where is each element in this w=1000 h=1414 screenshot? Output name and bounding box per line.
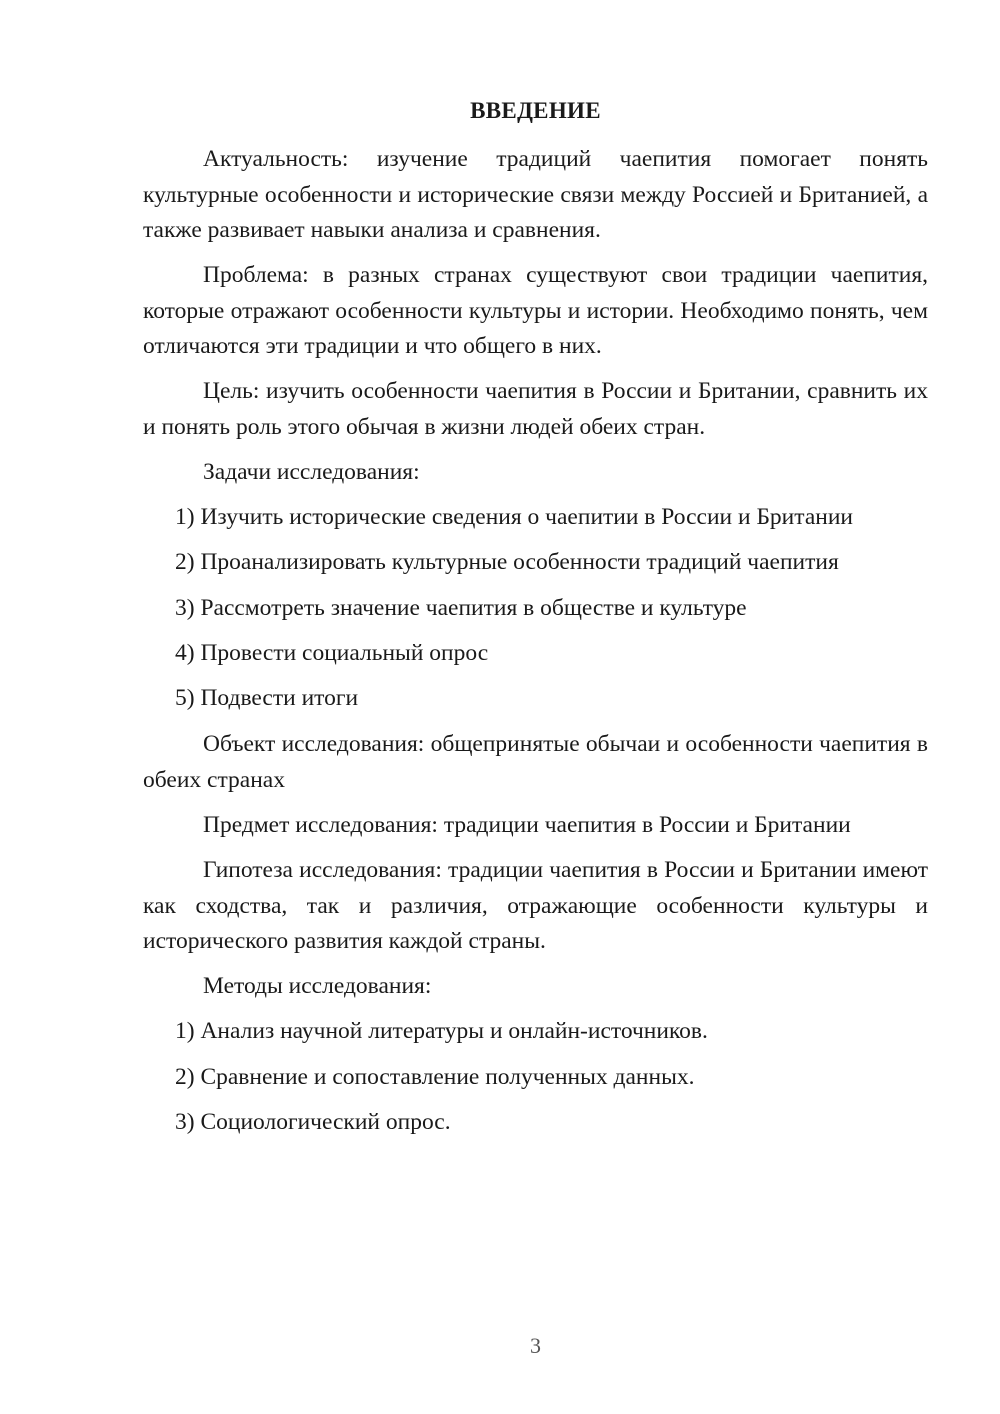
paragraph-goal: Цель: изучить особенности чаепития в России и Британии, сравнить их и понять роль этого обычая в жизни людей обеих стран. [143,378,928,440]
list-item-task-3: 3) Рассмотреть значение чаепития в обществе и культуре [175,595,747,621]
list-item-task-5: 5) Подвести итоги [175,685,359,711]
list-item-method-1: 1) Анализ научной литературы и онлайн-источников. [175,1018,708,1044]
list-item-task-2: 2) Проанализировать культурные особенности традиций чаепития [175,549,839,575]
paragraph-problem: Проблема: в разных странах существуют свои традиции чаепития, которые отражают особенности культуры и истории. Необходимо понять, чем отличаются эти традиции и что общего в них. [143,262,928,359]
document-page [143,0,928,1414]
paragraph-relevance: Актуальность: изучение традиций чаепития помогает понять культурные особенности и исторические связи между Россией и Британией, а также развивает навыки анализа и сравнения. [143,146,928,243]
page-title: ВВЕДЕНИЕ [470,98,601,123]
methods-heading: Методы исследования: [203,973,432,999]
paragraph-subject: Предмет исследования: традиции чаепития в России и Британии [203,812,851,838]
list-item-task-4: 4) Провести социальный опрос [175,640,489,666]
page-number: 3 [530,1333,541,1358]
list-item-method-3: 3) Социологический опрос. [175,1109,451,1135]
list-item-method-2: 2) Сравнение и сопоставление полученных данных. [175,1064,695,1090]
paragraph-object: Объект исследования: общепринятые обычаи и особенности чаепития в обеих странах [143,731,928,793]
list-item-task-1: 1) Изучить исторические сведения о чаепитии в России и Британии [175,504,853,530]
tasks-heading: Задачи исследования: [203,459,420,485]
paragraph-hypothesis: Гипотеза исследования: традиции чаепития в России и Британии имеют как сходства, так и различия, отражающие особенности культуры и исторического развития каждой страны. [143,857,928,954]
